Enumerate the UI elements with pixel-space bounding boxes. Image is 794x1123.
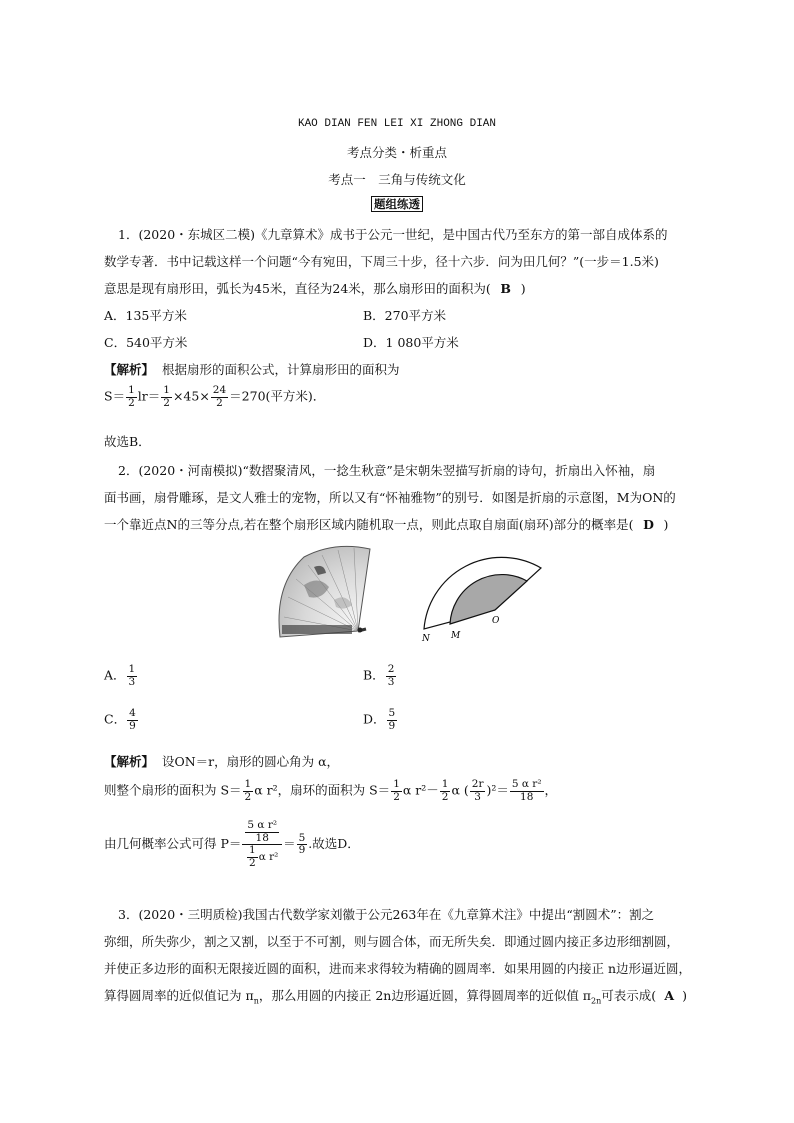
q2-l2-frac3 xyxy=(440,779,451,803)
q2-l3-f-den: 9 xyxy=(298,844,306,857)
q2-l2-e: )²＝ xyxy=(486,782,509,798)
q2-l3-big-den-d: 2 xyxy=(249,856,256,869)
q3-answer: A xyxy=(664,988,675,1003)
q2-l3-a: 由几何概率公式可得 P＝ xyxy=(104,836,242,852)
q2-answer: D xyxy=(643,517,654,532)
q2-l2-a: 则整个扇形的面积为 S＝ xyxy=(104,782,242,798)
q2-probability-formula xyxy=(104,820,360,869)
fig-label-o: O xyxy=(492,616,500,626)
q3-line4 xyxy=(104,986,687,1006)
q2-option-b xyxy=(363,664,397,688)
q3-close: ) xyxy=(682,988,688,1003)
q1-frac3-den: 2 xyxy=(216,396,223,409)
q2-l2-c: α r²－ xyxy=(402,782,439,798)
q2-option-c-frac xyxy=(127,708,138,732)
q1-formula-mid: lr＝ xyxy=(137,388,161,404)
topic-title: 考点一 三角与传统文化 xyxy=(328,172,466,187)
folding-fan-image xyxy=(274,545,394,645)
q3-line2: 弥细，所失弥少，割之又割，以至于不可割，则与圆合体，而无所失矣．即通过圆内接正多边形细割圆， xyxy=(104,934,680,949)
q3-line4-a: 算得圆周率的近似值记为 π xyxy=(104,988,254,1003)
q1-frac2-num: 1 xyxy=(163,384,170,396)
q2-jiexi-label: 【解析】 xyxy=(104,754,155,769)
q3-line4-b: ，那么用圆的内接正 2n边形逼近圆，算得圆周率的近似值 π xyxy=(258,988,592,1003)
q1-jiexi-text: 根据扇形的面积公式，计算扇形田的面积为 xyxy=(161,362,400,377)
q1-frac2-den: 2 xyxy=(163,396,170,409)
q2-l2-f2n: 1 xyxy=(393,778,400,790)
q2-option-b-den: 3 xyxy=(387,675,395,688)
q2-line3-wrap xyxy=(104,515,668,533)
q2-l3-frac xyxy=(297,833,308,857)
q1-answer: B xyxy=(500,281,511,296)
fig-label-m: M xyxy=(451,631,461,641)
q2-l2-frac1 xyxy=(243,779,254,803)
q1-formula-end: ＝270(平方米)． xyxy=(229,388,326,404)
q2-l2-f2d: 2 xyxy=(393,790,400,803)
q2-l3-eq: ＝ xyxy=(283,836,296,852)
q2-l2-f5d: 18 xyxy=(520,790,534,803)
q3-line4-sub2: 2n xyxy=(591,996,602,1006)
pinyin-header: KAO DIAN FEN LEI XI ZHONG DIAN xyxy=(297,118,497,130)
section-box-wrap xyxy=(0,196,794,212)
q2-l2-frac4 xyxy=(470,779,486,803)
q1-option-c: C．540平方米 xyxy=(104,335,188,350)
q2-l2-f: ， xyxy=(544,782,558,798)
q2-l3-big-den xyxy=(242,845,282,869)
fig-label-n: N xyxy=(422,634,430,644)
q1-frac1-den: 2 xyxy=(128,396,135,409)
q1-formula-mid2: ×45× xyxy=(172,388,210,404)
q2-line1: 2．(2020・河南模拟)“数摺聚清风，一捻生秋意”是宋朝朱翌描写折扇的诗句，折扇出入怀袖，扇 xyxy=(118,463,656,478)
q2-jiexi xyxy=(104,752,339,770)
q2-option-c xyxy=(104,708,139,732)
q1-option-d: D．1 080平方米 xyxy=(363,335,459,350)
q2-option-b-frac xyxy=(386,664,397,688)
q1-frac1-num: 1 xyxy=(128,384,135,396)
q2-line2: 面书画，扇骨雕琢，是文人雅士的宠物，所以又有“怀袖雅物”的别号．如图是折扇的示意图，M为ON的 xyxy=(104,490,676,505)
q2-option-a-num: 1 xyxy=(128,663,136,675)
q2-option-d xyxy=(363,708,398,732)
q2-l2-f5n: 5 α r² xyxy=(511,778,542,790)
q1-line3: 意思是现有扇形田，弧长为45米，直径为24米，那么扇形田的面积为( xyxy=(104,281,491,296)
q2-l2-frac5 xyxy=(510,779,544,803)
section-box: 题组练透 xyxy=(371,196,423,212)
q2-option-a-den: 3 xyxy=(128,675,136,688)
q1-formula-s: S＝ xyxy=(104,388,126,404)
q1-line2: 数学专著．书中记载这样一个问题“今有宛田，下周三十步，径十六步．问为田几何？”(一步＝1.5米) xyxy=(104,254,659,269)
q2-l2-f3d: 2 xyxy=(441,790,449,803)
q2-l3-big-den-tail: α r² xyxy=(258,851,279,864)
q3-line4-sub1: n xyxy=(253,996,259,1006)
q1-line1: 1．(2020・东城区二模)《九章算术》成书于公元一世纪，是中国古代乃至东方的第一部自成体系的 xyxy=(118,227,668,242)
q2-area-formula xyxy=(104,779,557,803)
q2-option-a xyxy=(104,664,138,688)
q2-option-a-letter: A． xyxy=(104,667,126,683)
q3-line4-c: 可表示成( xyxy=(601,988,657,1003)
q2-l3-big-num xyxy=(242,820,282,845)
section-title: 考点分类・析重点 xyxy=(346,145,447,160)
q2-option-b-letter: B． xyxy=(363,667,385,683)
q2-option-d-den: 9 xyxy=(388,719,396,732)
q2-l3-end: .故选D． xyxy=(308,836,360,852)
fan-schematic-diagram xyxy=(414,545,544,645)
q2-l2-f4n: 2r xyxy=(471,778,484,790)
q1-line3-wrap xyxy=(104,279,526,297)
q2-option-c-den: 9 xyxy=(129,719,136,732)
q1-jiexi-label: 【解析】 xyxy=(104,362,155,377)
q2-l2-f1n: 1 xyxy=(244,778,252,790)
q1-frac3 xyxy=(211,385,228,409)
q1-frac2 xyxy=(161,385,172,409)
q2-option-d-num: 5 xyxy=(388,707,396,719)
q2-l2-b: α r²，扇环的面积为 S＝ xyxy=(254,782,391,798)
q2-l3-big-num-n: 5 α r² xyxy=(247,819,278,831)
q2-l2-frac2 xyxy=(391,779,402,803)
q2-l3-big-den-frac xyxy=(247,845,258,869)
q1-close: ) xyxy=(520,281,526,296)
q2-l3-big-den-n: 1 xyxy=(249,844,256,857)
q1-frac1 xyxy=(126,385,137,409)
q1-frac3-num: 24 xyxy=(212,384,227,396)
q2-option-d-letter: D． xyxy=(363,711,386,727)
q1-option-b: B．270平方米 xyxy=(363,308,447,323)
q2-l2-f3n: 1 xyxy=(441,778,449,790)
q1-option-a: A．135平方米 xyxy=(104,308,187,323)
q2-l3-big-num-d: 18 xyxy=(255,831,269,844)
q2-option-c-letter: C． xyxy=(104,711,127,727)
q2-l3-f-num: 5 xyxy=(298,831,306,844)
q2-option-b-num: 2 xyxy=(387,663,395,675)
q2-l2-f1d: 2 xyxy=(244,790,252,803)
q2-l2-f4d: 3 xyxy=(474,790,481,803)
q3-line3: 并使正多边形的面积无限接近圆的面积，进而来求得较为精确的圆周率．如果用圆的内接正 n边形逼近圆， xyxy=(104,961,692,976)
q2-option-a-frac xyxy=(127,664,138,688)
q2-option-d-frac xyxy=(387,708,398,732)
q2-line3: 一个靠近点N的三等分点,若在整个扇形区域内随机取一点，则此点取自扇面(扇环)部分的概率是( xyxy=(104,517,634,532)
q2-option-c-num: 4 xyxy=(129,707,136,719)
q1-jiexi xyxy=(104,360,399,378)
q2-l2-d: α ( xyxy=(451,782,469,798)
q1-formula xyxy=(104,385,325,409)
q3-line1: 3．(2020・三明质检)我国古代数学家刘徽于公元263年在《九章算术注》中提出“割圆术”：割之 xyxy=(118,907,655,922)
q2-close: ) xyxy=(663,517,669,532)
q2-jiexi-text: 设ON＝r，扇形的圆心角为 α， xyxy=(161,754,340,769)
q2-l3-big-num-frac xyxy=(245,820,279,844)
q2-l3-bigfrac xyxy=(242,820,282,869)
q1-conclusion: 故选B． xyxy=(104,434,151,449)
